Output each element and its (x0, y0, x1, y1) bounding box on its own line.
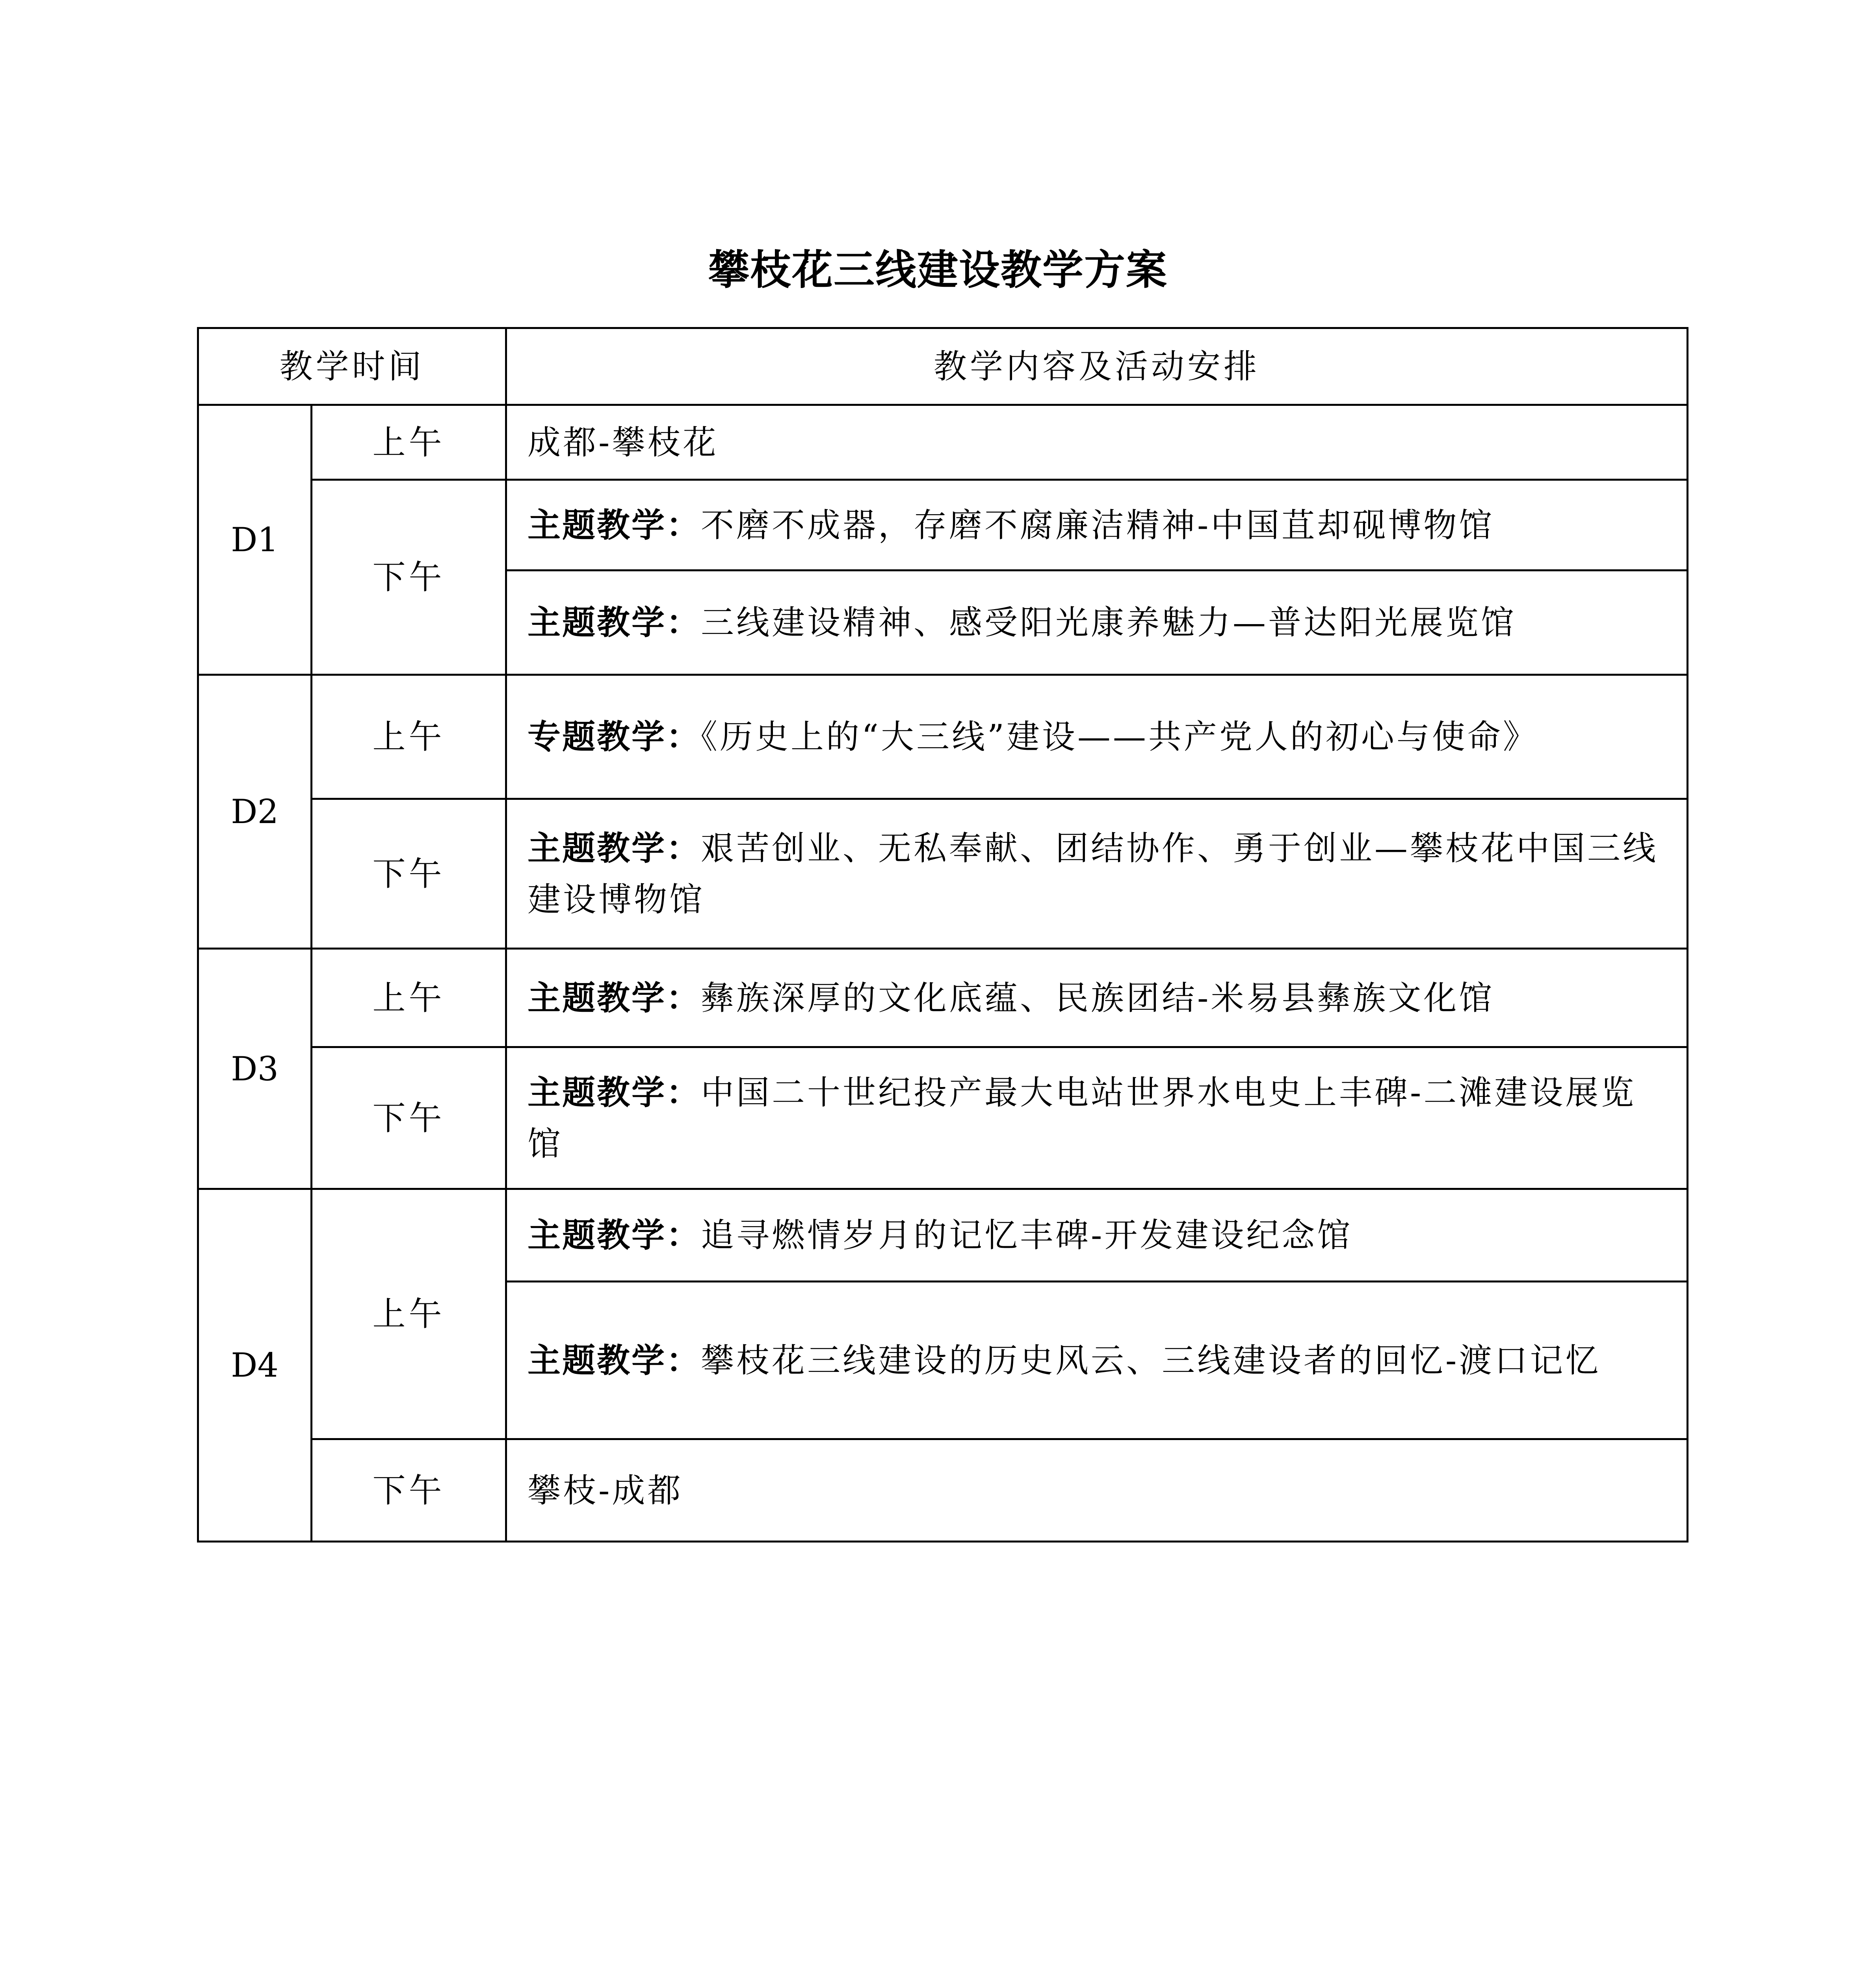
activity-text: 三线建设精神、感受阳光康养魅力—普达阳光展览馆 (701, 603, 1517, 642)
activity-label: 主题教学： (528, 603, 701, 642)
activity-text: 不磨不成器，存磨不腐廉洁精神-中国苴却砚博物馆 (701, 506, 1495, 545)
table-row (198, 1047, 1688, 1189)
activity-cell (506, 1047, 1688, 1189)
activity-label: 主题教学： (528, 506, 701, 545)
activity-label: 主题教学： (528, 1216, 701, 1254)
activity-text: 《历史上的“大三线”建设——共产党人的初心与使命》 (701, 717, 1538, 756)
activity-cell (506, 675, 1688, 799)
period-label: 上午 (312, 405, 506, 480)
activity-label: 主题教学： (528, 978, 701, 1017)
table-row (198, 480, 1688, 571)
activity-text: 成都-攀枝花 (528, 423, 719, 462)
table-row (198, 949, 1688, 1047)
activity-label: 主题教学： (528, 1073, 701, 1112)
period-label: 下午 (312, 1047, 506, 1189)
page-title: 攀枝花三线建设教学方案 (708, 246, 1168, 294)
activity-text: 彝族深厚的文化底蕴、民族团结-米易县彝族文化馆 (701, 978, 1495, 1017)
period-label: 下午 (312, 799, 506, 949)
table-row (198, 675, 1688, 799)
day-label: D4 (198, 1189, 312, 1542)
period-label: 上午 (312, 675, 506, 799)
day-label: D1 (198, 405, 312, 675)
period-label: 下午 (312, 480, 506, 675)
table-row (198, 405, 1688, 480)
header-time: 教学时间 (198, 328, 506, 405)
activity-cell (506, 949, 1688, 1047)
activity-text: 攀枝花三线建设的历史风云、三线建设者的回忆-渡口记忆 (701, 1341, 1601, 1380)
activity-label: 主题教学： (528, 1341, 701, 1380)
activity-cell (506, 480, 1688, 571)
activity-text: 攀枝-成都 (528, 1471, 683, 1510)
schedule-table (197, 327, 1688, 1543)
period-label: 上午 (312, 1189, 506, 1439)
activity-cell (506, 571, 1688, 675)
activity-cell (506, 1282, 1688, 1439)
activity-label: 专题教学： (528, 717, 701, 756)
day-label: D3 (198, 949, 312, 1189)
activity-text: 艰苦创业、无私奉献、团结协作、勇于创业—攀枝花中国三线建设博物馆 (528, 829, 1659, 919)
activity-cell (506, 799, 1688, 949)
activity-text: 追寻燃情岁月的记忆丰碑-开发建设纪念馆 (701, 1216, 1353, 1254)
table-header-row (198, 328, 1688, 405)
period-label: 下午 (312, 1439, 506, 1542)
table-row (198, 799, 1688, 949)
day-label: D2 (198, 675, 312, 949)
activity-label: 主题教学： (528, 829, 701, 868)
table-row (198, 1189, 1688, 1282)
table-row (198, 1439, 1688, 1542)
activity-cell (506, 405, 1688, 480)
header-content: 教学内容及活动安排 (506, 328, 1688, 405)
activity-text: 中国二十世纪投产最大电站世界水电史上丰碑-二滩建设展览馆 (528, 1073, 1636, 1163)
period-label: 上午 (312, 949, 506, 1047)
activity-cell (506, 1439, 1688, 1542)
activity-cell (506, 1189, 1688, 1282)
